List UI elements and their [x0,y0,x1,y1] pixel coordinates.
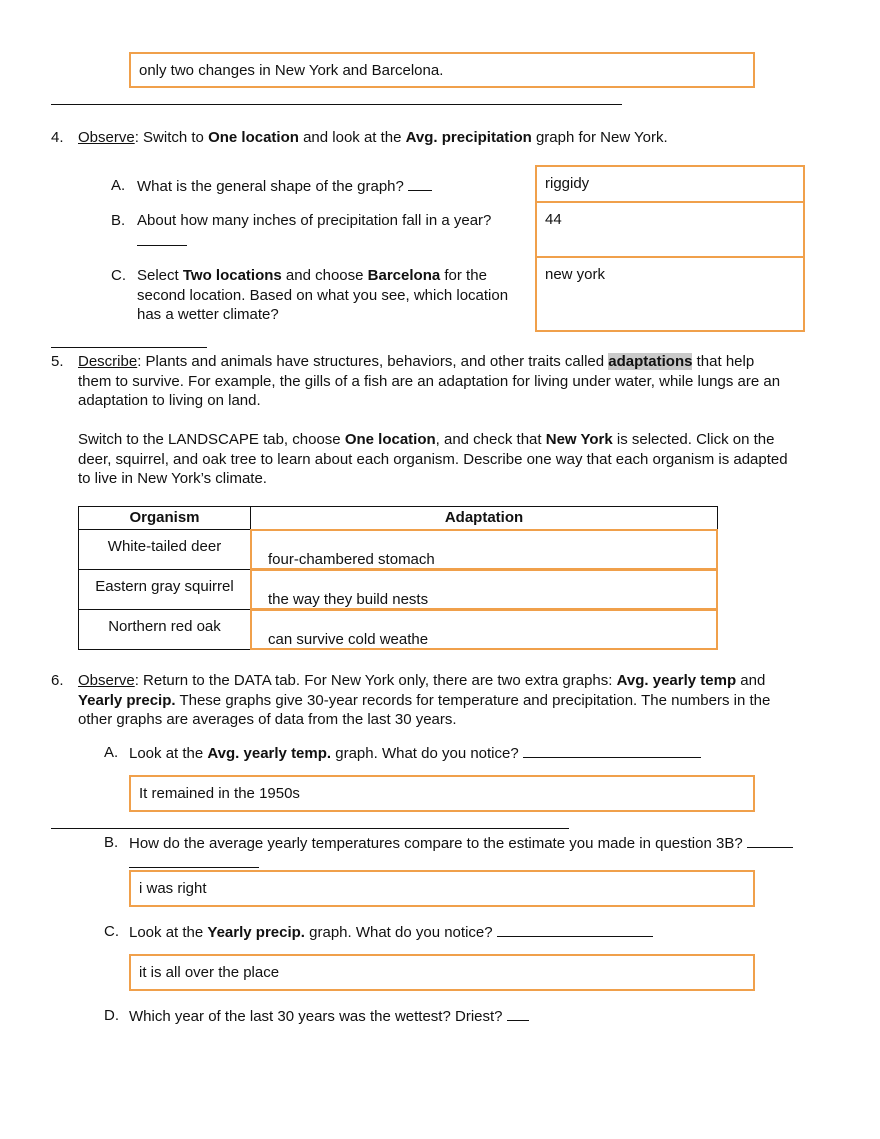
table-row [78,569,251,610]
answer-blank [129,853,259,868]
table-header-adaptation: Adaptation [250,506,718,530]
answer-blank [497,922,653,937]
answer-line [51,828,569,829]
answer-box-6b[interactable]: i was right [129,870,755,907]
table-row [78,529,251,570]
organism-name: Northern red oak [108,618,221,635]
answer-blank [408,176,432,191]
answer-blank [747,833,793,848]
question-number: 4. [51,129,64,146]
organism-table [78,506,718,650]
organism-name: White-tailed deer [107,538,222,555]
answer-line [51,104,622,105]
table-row [78,609,251,650]
table-header-organism: Organism [78,506,251,530]
observe-label: Observe [78,129,135,146]
answer-line [51,347,207,348]
organism-name: Eastern gray squirrel [95,578,234,595]
answer-box-6a[interactable]: It remained in the 1950s [129,775,755,812]
answer-box-4b[interactable]: 44 [535,201,805,258]
answer-blank [507,1006,529,1021]
answer-box-4c[interactable]: new york [535,256,805,332]
describe-label: Describe [78,353,138,370]
adaptation-answer[interactable]: the way they build nests [250,569,718,610]
highlight-adaptations: adaptations [608,353,693,370]
answer-box-4a[interactable]: riggidy [535,165,805,203]
adaptation-answer[interactable]: can survive cold weathe [250,609,718,650]
observe-label: Observe [78,672,135,689]
answer-blank [523,743,701,758]
answer-text: only two changes in New York and Barcelona. [139,62,444,79]
answer-box-6c[interactable]: it is all over the place [129,954,755,991]
answer-blank [137,231,187,246]
adaptation-answer[interactable]: four-chambered stomach [250,529,718,570]
answer-box-top[interactable] [129,52,755,88]
